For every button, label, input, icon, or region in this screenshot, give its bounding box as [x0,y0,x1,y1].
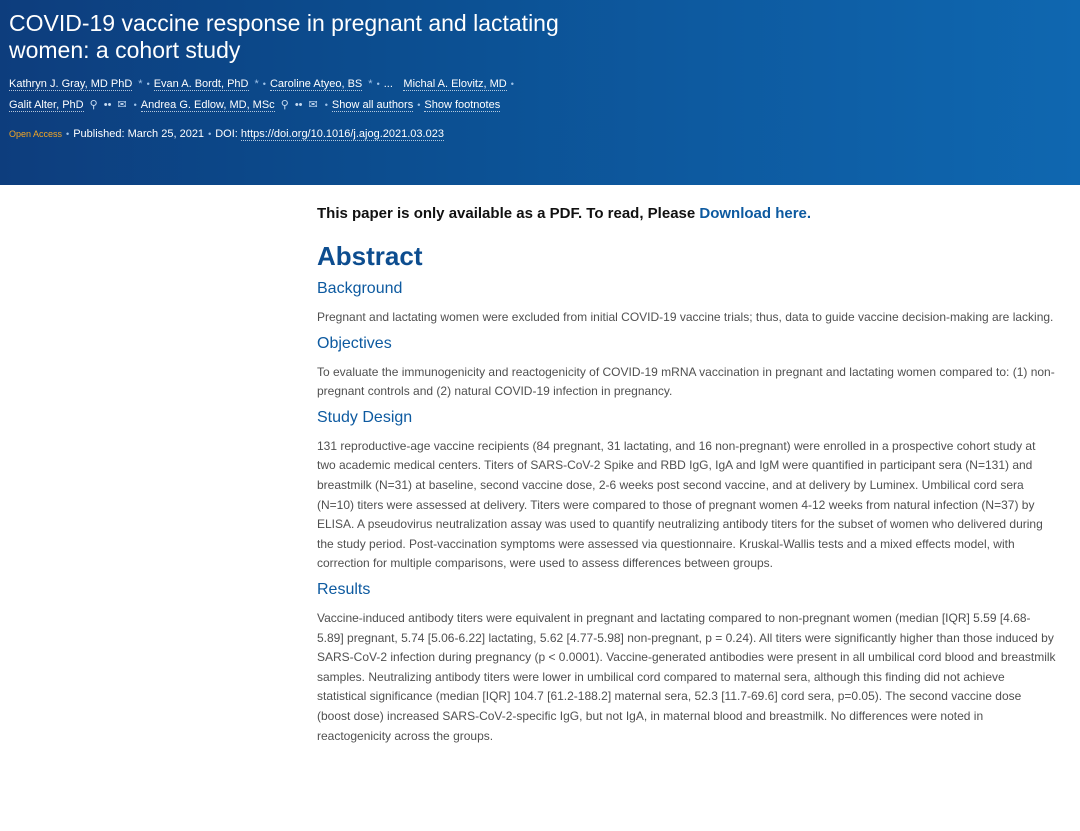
section-body-study-design: 131 reproductive-age vaccine recipients (84 pregnant, 31 lactating, and 16 non-pregnant) were enrolled in a prospective cohort study at two academic medical centers. Titers of SARS-CoV-2 Spike and RBD IgG, IgA and IgM were quantified in participant sera (N=131) and breastmilk (N=31) at baseline, second vaccine dose, 2-6 weeks post second vaccine, and at delivery by Luminex. Umbilical cord sera (N=10) titers were assessed at delivery. Titers were compared to those of pregnant women 4-12 weeks from natural infection (N=37) by ELISA. A pseudovirus neutralization assay was used to quantify neutralizing antibody titers for the subset of women who delivered during the study period. Post-vaccination symptoms were assessed via questionnaire. Kruskal-Wallis tests and a mixed effects model, with correction for multiple comparisons, were used to assess differences between groups. [317,438,1043,571]
article-meta [9,126,1080,142]
separator-dot: • [146,79,150,89]
author-line-1 [9,74,589,95]
main-content [317,205,1057,753]
author-link[interactable]: Caroline Atyeo, BS [269,78,363,90]
author-link[interactable]: Andrea G. Edlow, MD, MSc [140,99,275,111]
equal-contribution-mark: * [368,78,373,90]
pdf-notice-text: This paper is only available as a PDF. To read, Please [317,205,700,222]
section-body-objectives: To evaluate the immunogenicity and reactogenicity of COVID-19 mRNA vaccination in pregnant and lactating women compared to: (1) non-pregnant controls and (2) natural COVID-19 infection in pregnancy. [317,364,1055,399]
equal-contribution-mark: * [254,78,259,90]
separator-dot: • [133,100,137,110]
separator-dot: • [66,129,70,139]
author-link[interactable]: Kathryn J. Gray, MD PhD [9,78,133,90]
abstract-heading: Abstract [317,241,423,271]
person-icon[interactable]: ⚲ [89,99,98,111]
published-date: Published: March 25, 2021 [73,128,205,140]
separator-dot: • [262,79,266,89]
separator-dot: • [324,100,328,110]
author-link[interactable]: Galit Alter, PhD [9,99,84,111]
show-all-authors-link[interactable]: Show all authors [331,99,414,111]
author-link[interactable]: Evan A. Bordt, PhD [153,78,249,90]
separator-dot: • [417,100,421,110]
email-icon[interactable]: ✉ [308,99,318,111]
show-footnotes-link[interactable]: Show footnotes [424,99,501,111]
section-heading-study-design: Study Design [317,408,413,426]
article-title: COVID-19 vaccine response in pregnant and lactating women: a cohort study [9,10,559,63]
section-body-background: Pregnant and lactating women were excluded from initial COVID-19 vaccine trials; thus, data to guide vaccine decision-making are lacking. [317,310,1054,324]
section-body-results: Vaccine-induced antibody titers were equivalent in pregnant and lactating compared to non-pregnant women (median [IQR] 5.59 [4.68-5.89] pregnant, 5.74 [5.06-6.22] lactating, 5.62 [4.77-5.98] non-pregnant, p = 0.24). All titers were significantly higher than those induced by SARS-CoV-2 infection during pregnancy (p < 0.0001). Vaccine-generated antibodies were present in all umbilical cord blood and breastmilk samples. Neutralizing antibody titers were lower in umbilical cord compared to maternal sera, although this finding did not achieve statistical significance (median [IQR] 104.7 [61.2-188.2] maternal sera, 52.3 [11.7-69.6] cord sera, p=0.05). The second vaccine dose (boost dose) increased SARS-CoV-2-specific IgG, but not IgA, in maternal blood and breastmilk. No differences were noted in reactogenicity across the groups. [317,610,1056,743]
doi-label: DOI: [215,128,238,140]
author-list [9,74,589,116]
download-link[interactable]: Download here. [699,205,812,222]
person-icon[interactable]: ⚲ [280,99,289,111]
dots-icon[interactable]: •• [294,99,303,111]
email-icon[interactable]: ✉ [117,99,127,111]
section-heading-results: Results [317,580,371,598]
separator-dot: • [510,79,514,89]
article-header [0,0,1080,185]
separator-dot: • [376,79,380,89]
section-heading-background: Background [317,280,403,297]
dots-icon[interactable]: •• [103,99,112,111]
doi-link[interactable]: https://doi.org/10.1016/j.ajog.2021.03.023 [240,128,444,140]
pdf-notice [317,205,1057,222]
separator-dot: • [208,129,212,139]
author-line-2 [9,95,589,116]
author-link[interactable]: Michal A. Elovitz, MD [403,78,507,90]
equal-contribution-mark: * [138,78,143,90]
open-access-badge: Open Access [9,129,63,139]
author-ellipsis: ... [383,78,393,90]
section-heading-objectives: Objectives [317,334,392,352]
separator-dot [393,79,404,89]
